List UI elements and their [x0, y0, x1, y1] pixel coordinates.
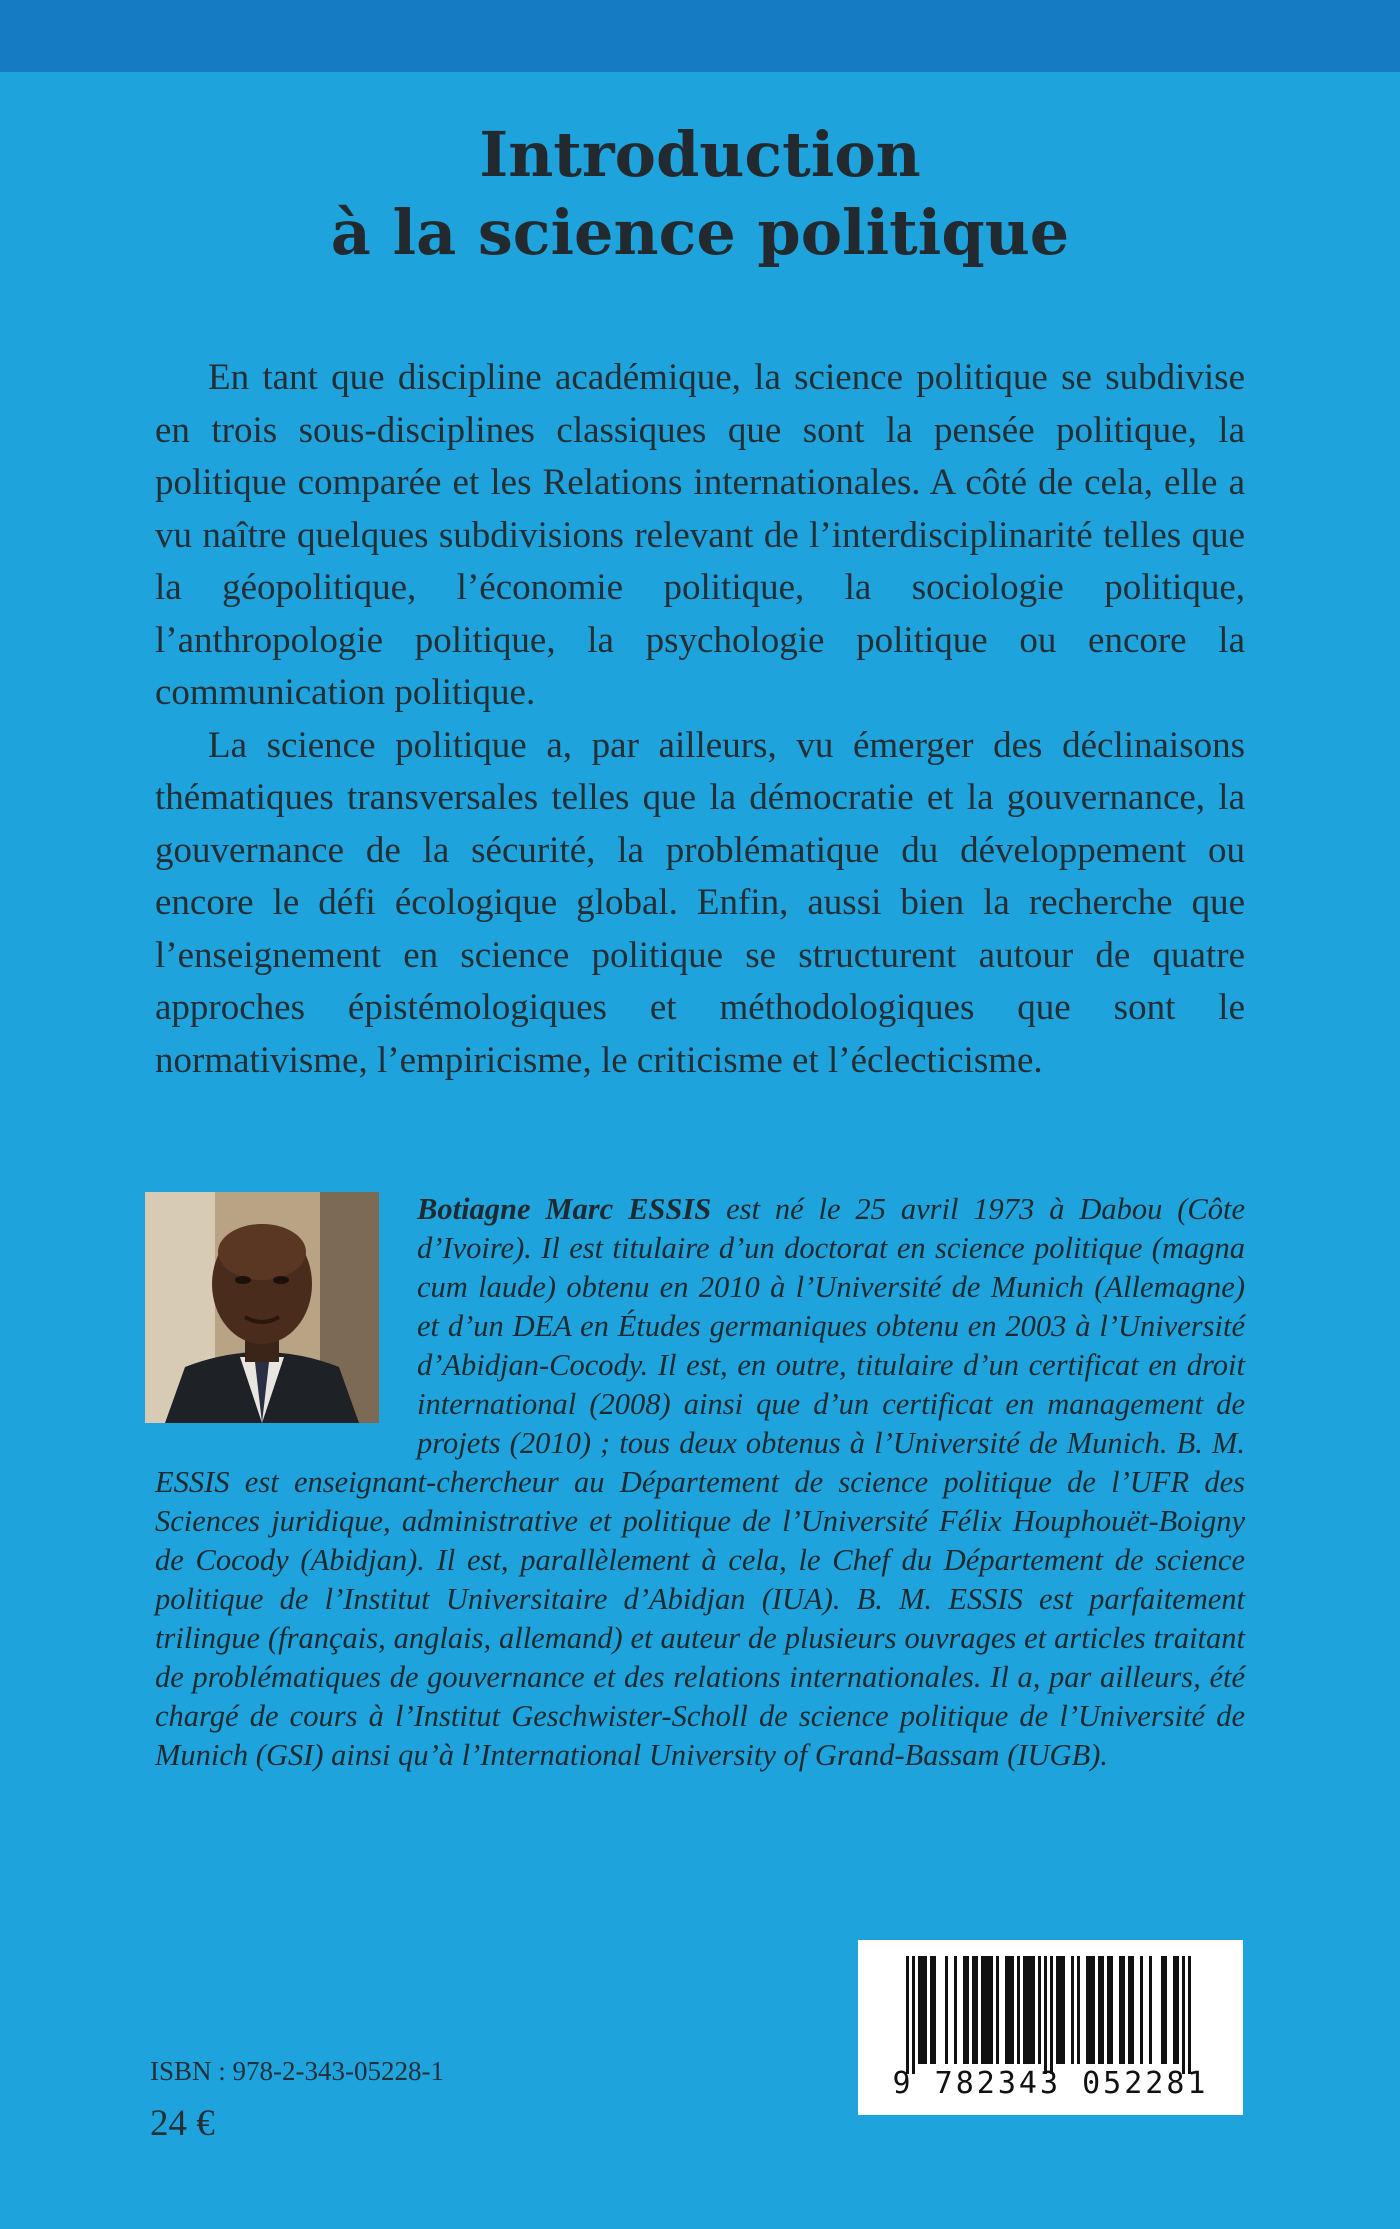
barcode-bar — [906, 1956, 909, 2074]
barcode-bar — [1182, 1956, 1185, 2074]
barcode-bar — [1101, 1956, 1104, 2064]
barcode-bar — [1032, 1956, 1035, 2064]
book-title — [0, 116, 1400, 272]
barcode-bar — [1023, 1956, 1026, 2064]
barcode-bar — [1011, 1956, 1014, 2064]
synopsis-paragraph-2: La science politique a, par ailleurs, vu émerger des déclinaisons thématiques transversales telles que la démocratie et la gouvernance, la gouvernance de la sécurité, la problématique du développement ou encore le défi écologique global. Enfin, aussi bien la recherche que l’enseignement en science politique se structurent autour de quatre approches épistémologiques et méthodologiques que sont le normativisme, l’empiricisme, le criticisme et l’éclecticisme. — [155, 724, 1245, 1081]
barcode-bar — [972, 1956, 975, 2064]
barcode-bar — [1107, 1956, 1110, 2064]
barcode-bar — [987, 1956, 990, 2064]
barcode-bar — [918, 1956, 921, 2064]
barcode-bar — [1122, 1956, 1125, 2064]
barcode-bar — [1017, 1956, 1020, 2064]
barcode-bar — [1005, 1956, 1008, 2064]
barcode-bar — [1098, 1956, 1101, 2064]
synopsis — [155, 352, 1245, 1087]
barcode-bar — [975, 1956, 978, 2064]
barcode-bar — [933, 1956, 936, 2064]
barcode-bar — [1071, 1956, 1074, 2064]
title-line-1: Introduction — [479, 118, 921, 191]
barcode-bar — [924, 1956, 927, 2064]
barcode-bar — [1119, 1956, 1122, 2064]
barcode-bar — [1110, 1956, 1113, 2064]
barcode-bar — [1008, 1956, 1011, 2064]
barcode-bar — [1086, 1956, 1089, 2064]
title-line-2: à la science politique — [330, 196, 1070, 269]
barcode-bar — [1056, 1956, 1059, 2064]
barcode-bar — [1038, 1956, 1041, 2064]
barcode-bar — [1044, 1956, 1047, 2074]
isbn-barcode — [858, 1940, 1243, 2115]
barcode-bar — [1173, 1956, 1176, 2064]
barcode-digits: 9 782343 052281 — [892, 2066, 1209, 2101]
barcode-bar — [921, 1956, 924, 2064]
barcode-bar — [1140, 1956, 1143, 2064]
barcode-bar — [1026, 1956, 1029, 2064]
barcode-bar — [984, 1956, 987, 2064]
barcode-bar — [930, 1956, 933, 2064]
synopsis-paragraph-1: En tant que discipline académique, la science politique se subdivise en trois sous-disciplines classiques que sont la pensée politique, la politique comparée et les Relations internationales. A côté de cela, elle a vu naître quelques subdivisions relevant de l’interdisciplinarité telles que la géopolitique, l’économie politique, la sociologie politique, l’anthropologie politique, la psychologie politique ou encore la communication politique. — [155, 357, 1245, 713]
barcode-bar — [1029, 1956, 1032, 2064]
isbn-number: ISBN : 978-2-343-05228-1 — [150, 2056, 444, 2086]
top-color-band — [0, 0, 1400, 72]
barcode-bar — [1188, 1956, 1191, 2074]
author-bio-text: est né le 25 avril 1973 à Dabou (Côte d’Ivoire). Il est titulaire d’un doctorat en science politique (magna cum laude) obtenu en 2010 à l’Université de Munich (Allemagne) et d’un DEA en Études germaniques obtenu en 2003 à l’Université d’Abidjan-Cocody. Il est, en outre, titulaire d’un certificat en droit international (2008) ainsi que d’un certificat en management de projets (2010) ; tous deux obtenus à l’Université de Munich. B. M. ESSIS est enseignant-chercheur au Département de science politique de l’UFR des Sciences juridique, administrative et politique de l’Université Félix Houphouët-Boigny de Cocody (Abidjan). Il est, parallèlement à cela, le Chef du Département de science politique de l’Institut Universitaire d’Abidjan (IUA). B. M. ESSIS est parfaitement trilingue (français, anglais, allemand) et auteur de plusieurs ouvrages et articles traitant de problématiques de gouvernance et des relations internationales. Il a, par ailleurs, été chargé de cours à l’Institut Geschwister-Scholl de science politique de l’Université de Munich (GSI) ainsi qu’à l’International University of Grand-Bassam (IUGB). — [155, 1192, 1246, 1772]
barcode-bar — [1050, 1956, 1053, 2074]
barcode-bar — [996, 1956, 999, 2064]
barcode-bar — [1149, 1956, 1152, 2064]
author-name: Botiagne Marc ESSIS — [417, 1192, 712, 1226]
barcode-bar — [1131, 1956, 1134, 2064]
barcode-bar — [912, 1956, 915, 2074]
barcode-bar — [1059, 1956, 1062, 2064]
barcode-bar — [1089, 1956, 1092, 2064]
barcode-bar — [945, 1956, 948, 2064]
barcode-bar — [990, 1956, 993, 2064]
barcode-bar — [1077, 1956, 1080, 2064]
barcode-bar — [981, 1956, 984, 2064]
barcode-bar — [1128, 1956, 1131, 2064]
barcode-bar — [963, 1956, 966, 2064]
barcode-bar — [1176, 1956, 1179, 2064]
barcode-bar — [1161, 1956, 1164, 2064]
barcode-bar — [954, 1956, 957, 2064]
barcode-bar — [966, 1956, 969, 2064]
barcode-bar — [1092, 1956, 1095, 2064]
author-bio — [155, 1190, 1245, 1775]
barcode-bar — [1062, 1956, 1065, 2064]
barcode-bar — [1164, 1956, 1167, 2064]
price: 24 € — [150, 2103, 215, 2144]
